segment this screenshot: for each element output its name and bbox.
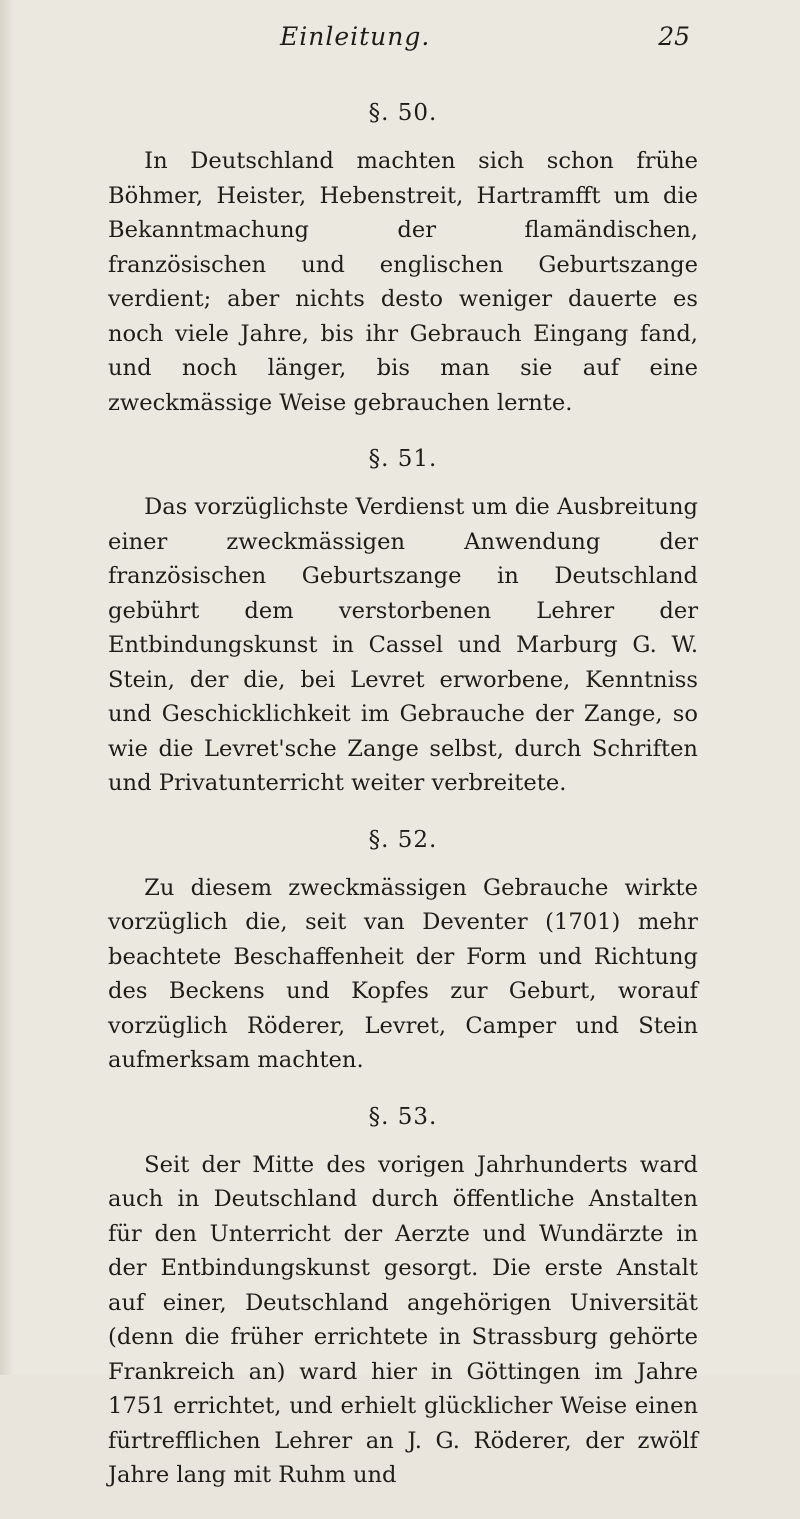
section-53 [108, 1104, 698, 1493]
paragraph: Das vorzüglichste Verdienst um die Ausbreitung einer zweckmässigen Anwendung der französischen Geburtszange in Deutschland gebührt dem verstorbenen Lehrer der Entbindungskunst in Cassel und Marburg G. W. Stein, der die, bei Levret erworbene, Kenntniss und Geschicklichkeit im Gebrauche der Zange, so wie die Levret'sche Zange selbst, durch Schriften und Privatunterricht weiter verbreitete. [108, 494, 698, 796]
section-heading: §. 51. [368, 446, 438, 472]
page-header [280, 22, 690, 62]
running-title: Einleitung. [280, 22, 431, 51]
section-52 [108, 827, 698, 1078]
page-edge-shadow [0, 0, 14, 1375]
paragraph: Zu diesem zweckmässigen Gebrauche wirkte vorzüglich die, seit van Deventer (1701) mehr beachtete Beschaffenheit der Form und Richtung des Beckens und Kopfes zur Geburt, worauf vorzüglich Röderer, Levret, Camper und Stein aufmerksam machten. [108, 874, 698, 1073]
paragraph: In Deutschland machten sich schon frühe Böhmer, Heister, Hebenstreit, Hartramfft um die Bekanntmachung der flamändischen, französischen und englischen Geburtszange verdient; aber nichts desto weniger dauerte es noch viele Jahre, bis ihr Gebrauch Eingang fand, und noch länger, bis man sie auf eine zweckmässige Weise gebrauchen lernte. [108, 148, 698, 416]
page-number: 25 [658, 22, 690, 51]
section-51 [108, 446, 698, 801]
section-50 [108, 100, 698, 420]
section-heading: §. 50. [368, 100, 438, 126]
paragraph: Seit der Mitte des vorigen Jahrhunderts ward auch in Deutschland durch öffentliche Anstalten für den Unterricht der Aerzte und Wundärzte in der Entbindungskunst gesorgt. Die erste Anstalt auf einer, Deutschland angehörigen Universität (denn die früher errichtete in Strassburg gehörte Frankreich an) ward hier in Göttingen im Jahre 1751 errichtet, und erhielt glücklicher Weise einen fürtrefflichen Lehrer an J. G. Röderer, der zwölf Jahre lang mit Ruhm und [108, 1151, 698, 1488]
section-heading: §. 53. [368, 1103, 438, 1130]
section-heading: §. 52. [368, 826, 438, 853]
body-text [108, 100, 698, 1519]
